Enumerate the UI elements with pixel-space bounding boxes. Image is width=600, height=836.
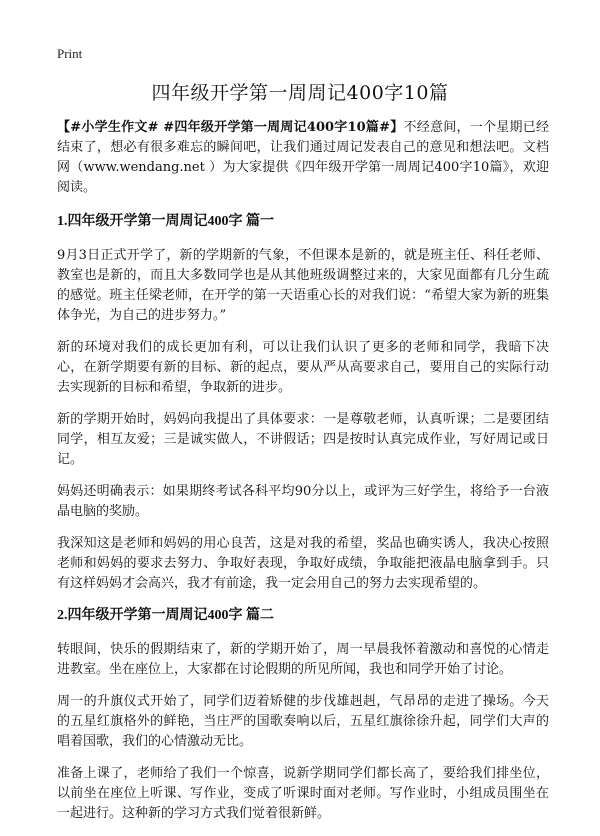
paragraph: 转眼间，快乐的假期结束了，新的学期开始了，周一早晨我怀着激动和喜悦的心情走进教室。坐在座位上，大家都在讨论假期的所见所闻，我也和同学开始了讨论。	[57, 642, 549, 677]
document-title: 四年级开学第一周周记400字10篇	[151, 82, 449, 104]
paragraph: 准备上课了，老师给了我们一个惊喜，说新学期同学们都长高了，要给我们排坐位，以前坐在座位上听课、写作业，变成了听课时面对老师。写作业时，小组成员围坐在一起进行。这种新的学习方式我们觉着很新鲜。	[57, 766, 549, 821]
paragraph: 新的学期开始时，妈妈向我提出了具体要求：一是尊敬老师，认真听课；二是要团结同学，相互友爱；三是诚实做人，不讲假话；四是按时认真完成作业，写好周记或日记。	[57, 412, 549, 467]
paragraph: 我深知这是老师和妈妈的用心良苦，这是对我的希望，奖品也确实诱人，我决心按照老师和妈妈的要求去努力、争取好表现，争取好成绩，争取能把液晶电脑拿到手。只有这样妈妈才会高兴，我才有前途，我一定会用自己的努力去实现希望的。	[57, 536, 549, 591]
section-heading-1: 1.四年级开学第一周周记400字 篇一	[57, 214, 274, 229]
paragraph: 新的环境对我们的成长更加有利，可以让我们认识了更多的老师和同学，我暗下决心，在新学期要有新的目标、新的起点，要从严从高要求自己，要用自己的实际行动去实现新的目标和希望，争取新的进步。	[57, 340, 549, 395]
section-heading-2: 2.四年级开学第一周周记400字 篇二	[57, 608, 274, 623]
intro-tag: 【#小学生作文# #四年级开学第一周周记400字10篇#】	[57, 120, 404, 135]
paragraph: 妈妈还明确表示：如果期终考试各科平均90分以上，或评为三好学生，将给予一台液晶电脑的奖励。	[57, 484, 549, 519]
paragraph: 9月3日正式开学了，新的学期新的气象，不但课本是新的，就是班主任、科任老师、教室也是新的，而且大多数同学也是从其他班级调整过来的，大家见面都有几分生疏的感觉。班主任梁老师，在开学的第一天语重心长的对我们说：“希望大家为新的班集体争光，为自己的进步努力。”	[57, 248, 549, 323]
intro-text: 不经意间，一个星期已经结束了，想必有很多难忘的瞬间吧，让我们通过周记发表自己的意见和想法吧。文档网（www.wendang.net ）为大家提供《四年级开学第一周周记400字10篇》，欢迎阅读。	[57, 120, 549, 195]
intro-paragraph	[57, 118, 549, 198]
paragraph: 周一的升旗仪式开始了，同学们迈着矫健的步伐雄赳赳，气昂昂的走进了操场。今天的五星红旗格外的鲜艳，当庄严的国歌奏响以后，五星红旗徐徐升起，同学们大声的唱着国歌，我们的心情激动无比。	[57, 694, 549, 749]
document-body	[57, 118, 549, 836]
print-label: Print	[57, 46, 83, 61]
